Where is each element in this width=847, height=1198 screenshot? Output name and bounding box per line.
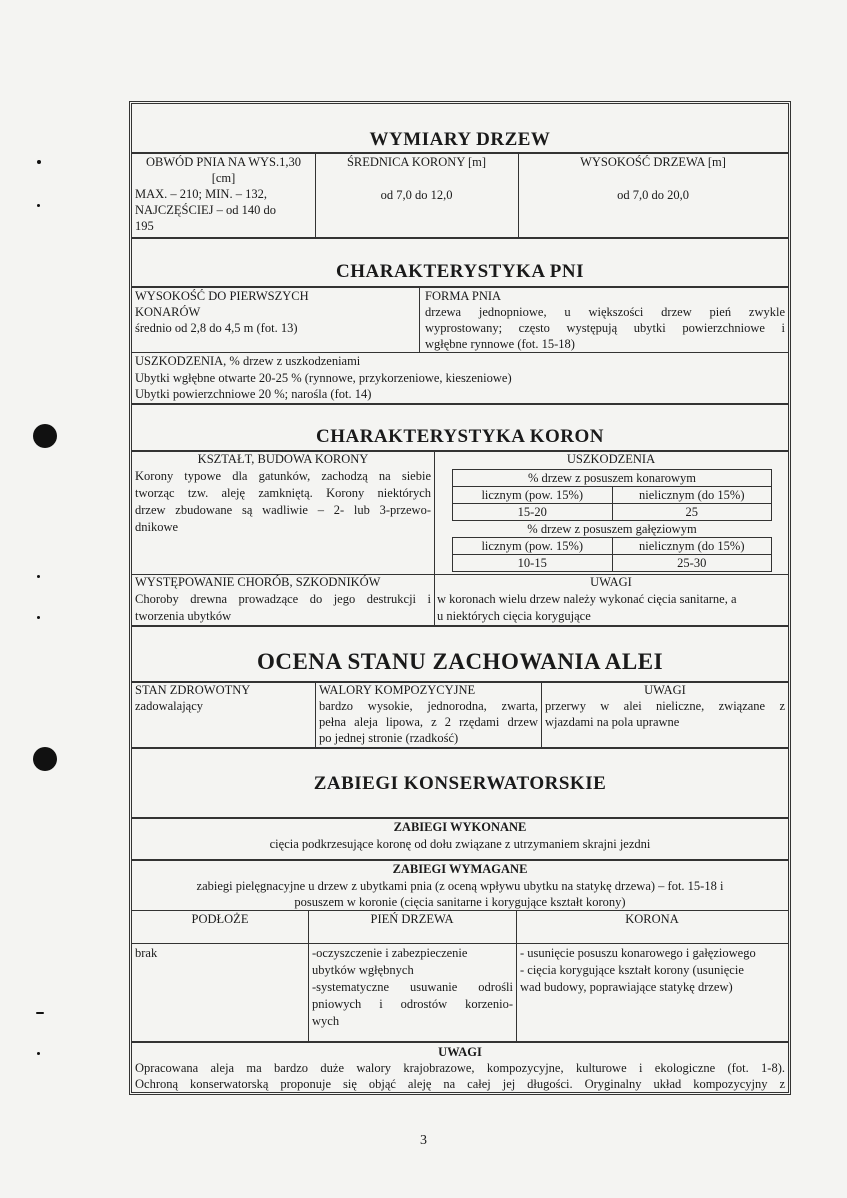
trunk-treatment-line-4: pniowych i odrostów korzenio- xyxy=(312,997,513,1011)
column-trunk-header: PIEŃ DRZEWA xyxy=(370,912,454,926)
required-line-1: zabiegi pielęgnacyjne u drzew z ubytkami pnia (z oceną wpływu ubytku na statykę drzewa) – fot. 15-18 i xyxy=(196,879,724,893)
first-branches-header-1: WYSOKOŚĆ DO PIERWSZYCH xyxy=(135,289,309,303)
performed-value: cięcia podkrzesujące koronę od dołu związane z utrzymaniem skrajni jezdni xyxy=(269,837,651,851)
crown-notes-line-1: w koronach wielu drzew należy wykonać cięcia sanitarne, a xyxy=(437,592,737,606)
tree-height-value: od 7,0 do 20,0 xyxy=(617,188,689,202)
assessment-notes-line-1: przerwy w alei nieliczne, związane z xyxy=(545,699,785,713)
composition-line-2: pełna aleja lipowa, z 2 rzędami drzew xyxy=(319,715,538,729)
first-branches-value: średnio od 2,8 do 4,5 m (fot. 13) xyxy=(135,321,298,335)
trunk-circumference-header: OBWÓD PNIA NA WYS.1,30 [cm] xyxy=(146,155,301,185)
assessment-title: OCENA STANU ZACHOWANIA ALEI xyxy=(256,649,664,674)
crown-diameter-header: ŚREDNICA KORONY [m] xyxy=(346,155,487,169)
crown-treatment-line-3: wad budowy, poprawiające statykę drzew) xyxy=(520,980,733,994)
trunk-form-value-2: wyprostowany; często występują ubytki powierzchniowe i xyxy=(425,321,785,335)
diseases-line-1: Choroby drewna prowadzące do jego destrukcji i xyxy=(135,592,431,606)
branch-deadwood-val-1: 15-20 xyxy=(453,504,613,521)
crown-treatment-line-1: - usunięcie posuszu konarowego i gałęziowego xyxy=(520,946,756,960)
crown-diameter-value: od 7,0 do 12,0 xyxy=(380,188,453,202)
crown-damage-header: USZKODZENIA xyxy=(566,452,656,466)
margin-dot xyxy=(37,160,41,164)
performed-header: ZABIEGI WYKONANE xyxy=(393,820,527,834)
composition-line-1: bardzo wysokie, jednorodna, zwarta, xyxy=(319,699,538,713)
margin-dot xyxy=(36,1012,44,1014)
health-header: STAN ZDROWOTNY xyxy=(135,683,251,697)
twig-deadwood-col-2: nielicznym (do 15%) xyxy=(612,538,772,555)
health-value: zadowalający xyxy=(135,699,204,713)
trunk-circumference-value-2: NAJCZĘŚCIEJ – od 140 do xyxy=(135,203,276,217)
trunk-title: CHARAKTERYSTYKA PNI xyxy=(336,261,584,282)
margin-dot xyxy=(37,1052,40,1055)
trunk-treatment-line-1: -oczyszczenie i zabezpieczenie xyxy=(312,946,468,960)
crown-damage-table xyxy=(452,469,772,572)
trunk-form-value-3: wgłębne rynnowe (fot. 15-18) xyxy=(425,337,575,351)
crowns-title: CHARAKTERYSTYKA KORON xyxy=(315,426,604,447)
crown-shape-line-3: drzew zbudowane są wadliwie – 2- lub 3-przewo- xyxy=(135,503,431,517)
twig-deadwood-col-1: licznym (pow. 15%) xyxy=(453,538,613,555)
assessment-notes-header: UWAGI xyxy=(644,683,686,697)
composition-header: WALORY KOMPOZYCYJNE xyxy=(319,683,476,697)
trunk-damage-header: USZKODZENIA, % drzew z uszkodzeniami xyxy=(135,354,361,368)
trunk-treatment-line-2: ubytków wgłębnych xyxy=(312,963,414,977)
crown-notes-line-2: u niektórych cięcia korygujące xyxy=(437,609,591,623)
crown-treatment-line-2: - cięcia korygujące kształt korony (usunięcie xyxy=(520,963,744,977)
alley-record-form xyxy=(129,101,791,1095)
first-branches-header-2: KONARÓW xyxy=(135,305,201,319)
page-number: 3 xyxy=(420,1133,427,1148)
final-notes-line-2: Ochroną konserwatorską proponuje się objąć aleję na całej jej długości. Oryginalny układ kompozycyjny z xyxy=(135,1077,785,1091)
crown-notes-header: UWAGI xyxy=(590,575,632,589)
crown-shape-line-4: dnikowe xyxy=(135,520,179,534)
punch-hole-top xyxy=(33,424,57,448)
trunk-circumference-value-3: 195 xyxy=(135,219,154,233)
required-line-2: posuszem w koronie (cięcia sanitarne i korygujące kształt korony) xyxy=(294,895,626,909)
diseases-line-2: tworzenia ubytków xyxy=(135,609,232,623)
dimensions-title: WYMIARY DRZEW xyxy=(369,129,551,150)
crown-shape-line-2: tworząc tzw. aleję zamkniętą. Korony niektórych xyxy=(135,486,431,500)
margin-dot xyxy=(37,616,40,619)
margin-dot xyxy=(37,575,40,578)
composition-line-3: po jednej stronie (rzadkość) xyxy=(319,731,459,745)
column-crown-header: KORONA xyxy=(625,912,679,926)
twig-deadwood-caption: % drzew z posuszem gałęziowym xyxy=(453,521,772,538)
branch-deadwood-caption: % drzew z posuszem konarowym xyxy=(453,470,772,487)
assessment-notes-line-2: wjazdami na pola uprawne xyxy=(545,715,680,729)
trunk-damage-line-1: Ubytki wgłębne otwarte 20-25 % (rynnowe, przykorzeniowe, kieszeniowe) xyxy=(135,371,512,385)
final-notes-header: UWAGI xyxy=(438,1045,482,1059)
twig-deadwood-val-1: 10-15 xyxy=(453,555,613,572)
trunk-treatment-line-3: -systematyczne usuwanie odrośli xyxy=(312,980,513,994)
final-notes-line-1: Opracowana aleja ma bardzo duże walory krajobrazowe, kompozycyjne, kulturowe i ekologiczne (fot. 1-8). xyxy=(135,1061,785,1075)
branch-deadwood-val-2: 25 xyxy=(612,504,772,521)
trunk-form-header: FORMA PNIA xyxy=(425,289,502,303)
required-header: ZABIEGI WYMAGANE xyxy=(392,862,528,876)
branch-deadwood-col-1: licznym (pow. 15%) xyxy=(453,487,613,504)
crown-shape-header: KSZTAŁT, BUDOWA KORONY xyxy=(197,452,369,466)
column-ground-header: PODŁOŻE xyxy=(191,912,249,926)
punch-hole-bottom xyxy=(33,747,57,771)
crown-shape-line-1: Korony typowe dla gatunków, zachodzą na siebie xyxy=(135,469,431,483)
trunk-treatment-line-5: wych xyxy=(312,1014,340,1028)
trunk-form-value-1: drzewa jednopniowe, u większości drzew pień zwykle xyxy=(425,305,785,319)
twig-deadwood-val-2: 25-30 xyxy=(612,555,772,572)
margin-dot xyxy=(37,204,40,207)
tree-height-header: WYSOKOŚĆ DRZEWA [m] xyxy=(580,155,726,169)
diseases-header: WYSTĘPOWANIE CHORÓB, SZKODNIKÓW xyxy=(135,575,381,589)
trunk-circumference-value-1: MAX. – 210; MIN. – 132, xyxy=(135,187,267,201)
branch-deadwood-col-2: nielicznym (do 15%) xyxy=(612,487,772,504)
treatments-title: ZABIEGI KONSERWATORSKIE xyxy=(313,773,607,794)
trunk-damage-line-2: Ubytki powierzchniowe 20 %; narośla (fot. 14) xyxy=(135,387,372,401)
ground-value: brak xyxy=(135,946,158,960)
